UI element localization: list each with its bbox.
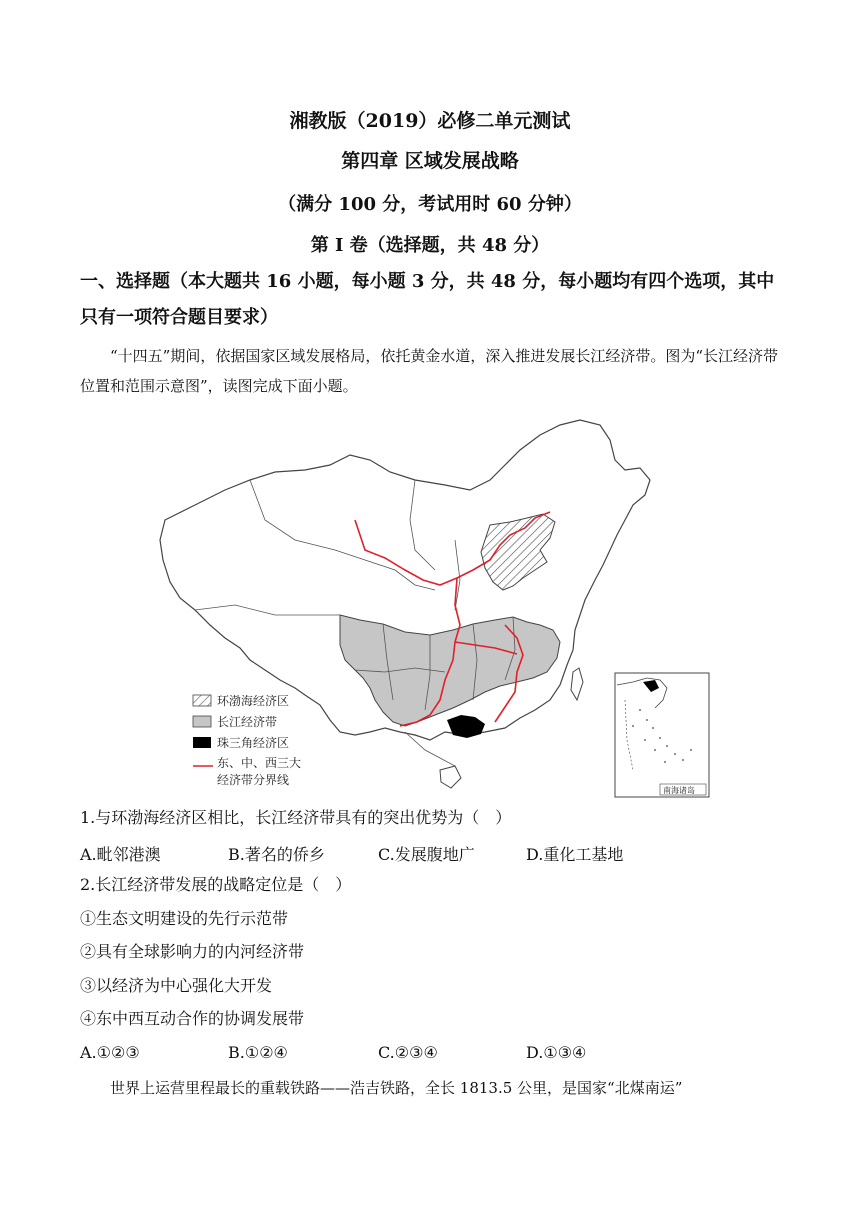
south-china-sea-inset (615, 673, 709, 797)
question-2-stem: 2.长江经济带发展的战略定位是（ ） (80, 875, 352, 894)
q1-option-a[interactable]: A.毗邻港澳 (80, 845, 161, 864)
question-1-options (80, 842, 780, 864)
q2-item-1: ①生态文明建设的先行示范带 (80, 909, 289, 928)
section-heading: 一、选择题（本大题共 16 小题，每小题 3 分，共 48 分，每小题均有四个选项，其中只有一项符合题目要求） (80, 271, 775, 328)
hainan-island (440, 766, 461, 788)
map-legend (193, 693, 301, 787)
passage-2: 世界上运营里程最长的重载铁路——浩吉铁路，全长 1813.5 公里，是国家“北煤南运” (110, 1079, 683, 1097)
china-map (155, 410, 715, 802)
q1-option-c[interactable]: C.发展腹地广 (378, 845, 475, 864)
legend-yangtze: 长江经济带 (217, 715, 278, 729)
legend-boundary-line2: 经济带分界线 (217, 773, 290, 787)
q2-item-2: ②具有全球影响力的内河经济带 (80, 942, 305, 961)
passage-1: “十四五”期间，依据国家区域发展格局，依托黄金水道，深入推进发展长江经济带。图为“长江经济带位置和范围示意图”，读图完成下面小题。 (80, 347, 779, 395)
q2-item-3: ③以经济为中心强化大开发 (80, 976, 273, 995)
taiwan-island (571, 668, 583, 700)
q2-option-d[interactable]: D.①③④ (526, 1043, 587, 1062)
question-1-stem: 1.与环渤海经济区相比，长江经济带具有的突出优势为（ ） (80, 808, 512, 827)
inset-label: 南海诸岛 (663, 786, 695, 795)
q1-option-d[interactable]: D.重化工基地 (526, 845, 624, 864)
legend-boundary-line1: 东、中、西三大 (217, 756, 302, 770)
q1-option-b[interactable]: B.著名的侨乡 (228, 845, 325, 864)
chapter-title: 第四章 区域发展战略 (341, 150, 519, 172)
question-2-options (80, 1043, 780, 1065)
q2-option-a[interactable]: A.①②③ (80, 1043, 140, 1062)
score-info: （满分 100 分，考试用时 60 分钟） (278, 194, 582, 215)
exam-title: 湘教版（2019）必修二单元测试 (289, 110, 571, 132)
legend-prd: 珠三角经济区 (217, 736, 290, 750)
yangtze-map-figure (155, 410, 715, 802)
q2-item-4: ④东中西互动合作的协调发展带 (80, 1009, 305, 1028)
q2-option-c[interactable]: C.②③④ (378, 1043, 438, 1062)
legend-bohai: 环渤海经济区 (217, 694, 290, 708)
part-title: 第 I 卷（选择题，共 48 分） (310, 235, 550, 256)
q2-option-b[interactable]: B.①②④ (228, 1043, 288, 1062)
